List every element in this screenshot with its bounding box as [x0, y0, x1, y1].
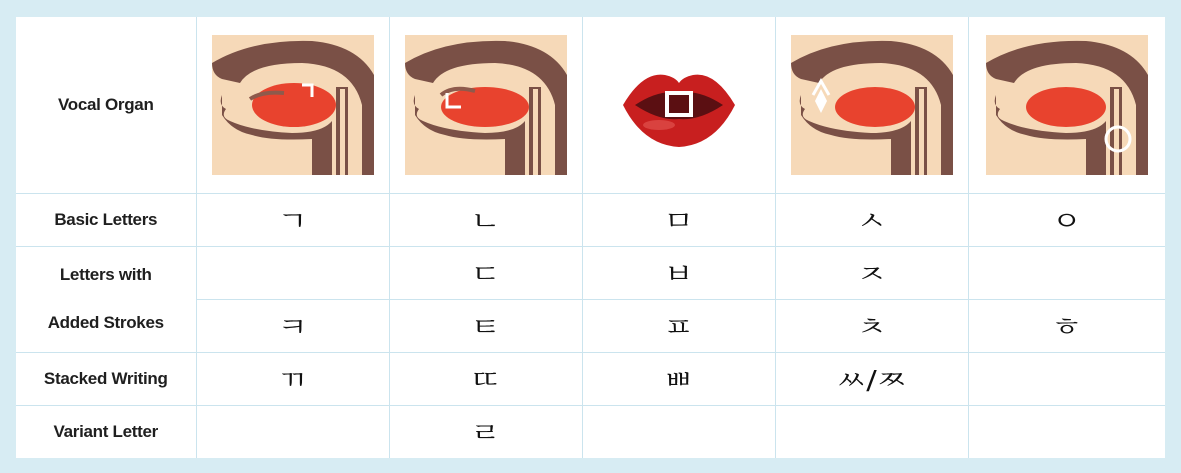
letter-glyph: ㄹ	[470, 419, 501, 450]
row-header-label-line2: Added Strokes	[47, 313, 164, 332]
variant-letter-row	[16, 405, 1165, 458]
letter-glyph: ㅈ	[856, 260, 887, 290]
letter-glyph: ㄷ	[470, 260, 501, 290]
letter-glyph: ㅂ	[663, 260, 694, 290]
added-letter-cell	[968, 299, 1165, 352]
added-letter-cell	[389, 246, 582, 299]
added-letter-cell	[196, 299, 389, 352]
letter-glyph: ㅌ	[470, 313, 501, 343]
stacked-letter-cell	[582, 352, 775, 405]
stacked-letter-cell	[389, 352, 582, 405]
velar-tongue-back-diagram-icon	[196, 17, 389, 193]
variant-letter-cell	[196, 405, 389, 458]
basic-letter-cell	[968, 193, 1165, 246]
basic-letter-cell	[775, 193, 968, 246]
throat-diagram-icon	[968, 17, 1165, 193]
row-header-label: Vocal Organ	[57, 94, 154, 114]
letter-glyph: ㅅ	[856, 207, 887, 237]
letter-glyph: ㅃ	[663, 366, 694, 396]
letter-glyph: ㅍ	[663, 313, 694, 343]
letter-glyph: ㅆ/ㅉ	[836, 366, 907, 396]
added-letter-cell	[775, 246, 968, 299]
hangul-consonant-table	[16, 17, 1165, 458]
basic-letter-cell	[582, 193, 775, 246]
letter-glyph: ㅁ	[663, 207, 694, 237]
row-header-variant-letter	[16, 405, 196, 458]
stacked-letter-cell	[775, 352, 968, 405]
letter-glyph: ㄱ	[277, 207, 308, 237]
letter-glyph: ㅋ	[277, 313, 308, 343]
added-letter-cell	[196, 246, 389, 299]
letter-glyph: ㅇ	[1051, 207, 1082, 237]
stacked-letter-cell	[968, 352, 1165, 405]
added-strokes-row-1	[16, 246, 1165, 299]
added-letter-cell	[582, 299, 775, 352]
added-letter-cell	[389, 299, 582, 352]
basic-letters-row	[16, 193, 1165, 246]
row-header-added-strokes	[16, 246, 196, 352]
row-header-basic-letters	[16, 193, 196, 246]
added-letter-cell	[582, 246, 775, 299]
added-letter-cell	[775, 299, 968, 352]
teeth-diagram-icon	[775, 17, 968, 193]
alveolar-tongue-tip-diagram-icon	[389, 17, 582, 193]
row-header-stacked-writing	[16, 352, 196, 405]
letter-glyph: ㅊ	[856, 313, 887, 343]
letter-chart-frame	[16, 17, 1165, 458]
letter-glyph: ㄲ	[277, 366, 308, 396]
stacked-letter-cell	[196, 352, 389, 405]
vocal-organ-row	[16, 17, 1165, 193]
lips-diagram-icon	[582, 17, 775, 193]
letter-glyph: ㄸ	[470, 366, 501, 396]
row-header-label: Variant Letter	[53, 421, 158, 441]
basic-letter-cell	[196, 193, 389, 246]
basic-letter-cell	[389, 193, 582, 246]
variant-letter-cell	[582, 405, 775, 458]
letter-glyph: ㅎ	[1051, 313, 1082, 343]
variant-letter-cell	[389, 405, 582, 458]
row-header-label: Stacked Writing	[43, 368, 168, 388]
stacked-writing-row	[16, 352, 1165, 405]
letter-glyph: ㄴ	[470, 207, 501, 237]
added-letter-cell	[968, 246, 1165, 299]
row-header-vocal-organ	[16, 17, 196, 193]
variant-letter-cell	[968, 405, 1165, 458]
variant-letter-cell	[775, 405, 968, 458]
row-header-label: Basic Letters	[54, 209, 158, 229]
row-header-label-line1: Letters with	[59, 265, 152, 284]
